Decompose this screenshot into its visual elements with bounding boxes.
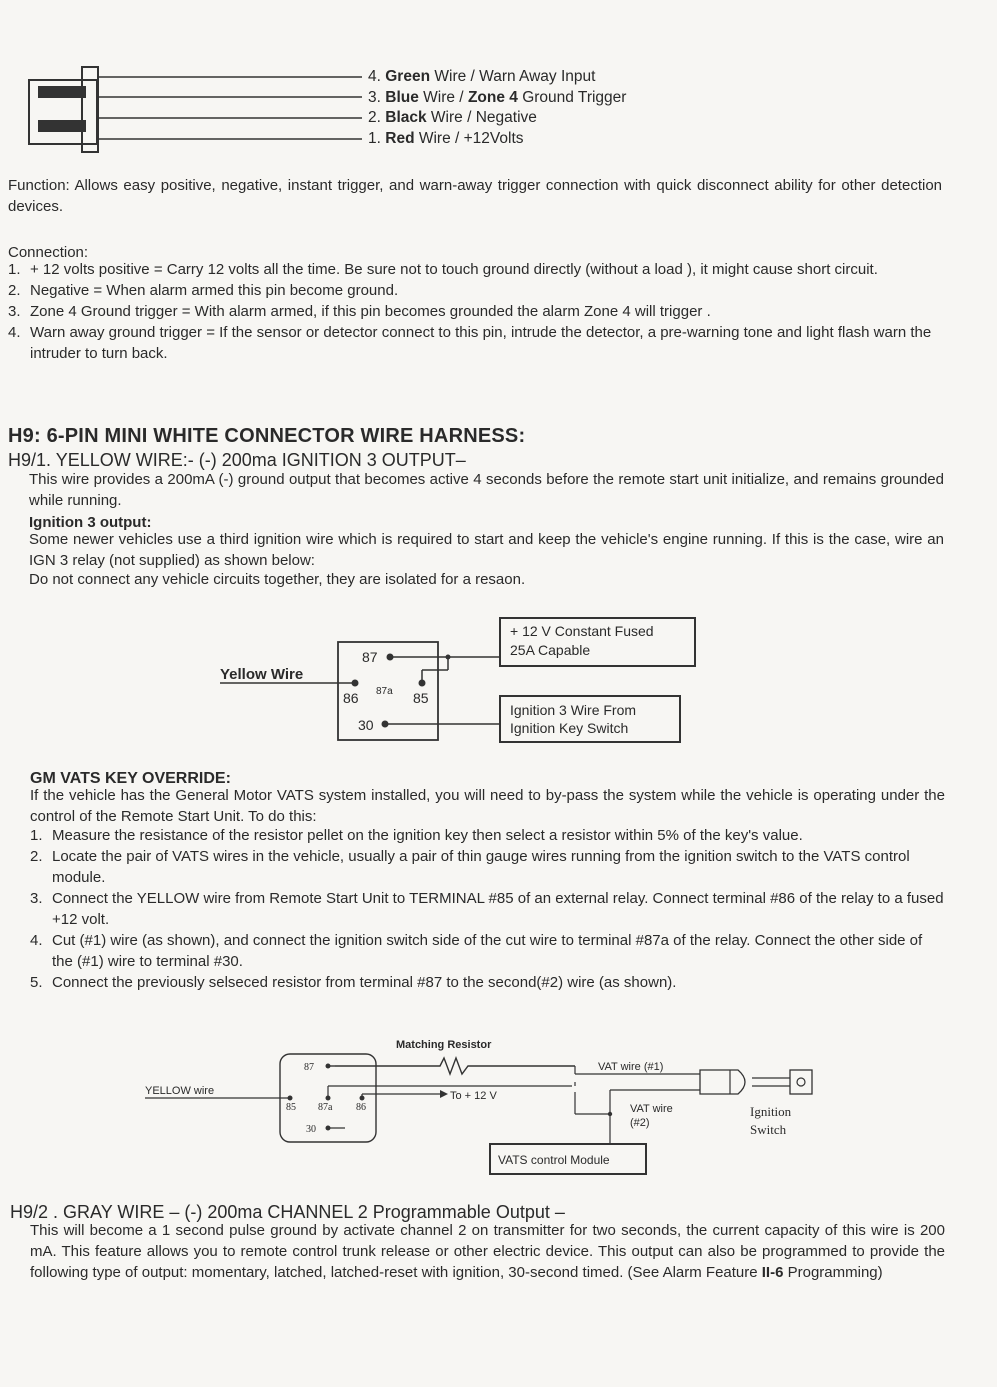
vats-intro: If the vehicle has the General Motor VATS system installed, you will need to by-pass the system while the vehicle is operating under the control of the Remote Start Unit. To do this: xyxy=(30,787,945,825)
terminal-87a: 87a xyxy=(376,686,393,697)
list-item: 3. Zone 4 Ground trigger = With alarm armed, if this pin becomes grounded the alarm Zone 4 will trigger . xyxy=(8,303,711,320)
vat-wire-2-label: VAT wire xyxy=(630,1103,673,1115)
list-item: 1. Measure the resistance of the resistor pellet on the ignition key then select a resistor within 5% of the key's value. xyxy=(30,827,803,844)
gray-wire-desc: This will become a 1 second pulse ground by activate channel 2 on transmitter for two seconds, the current capacity of this wire is 200 mA. This feature allows you to remote control trunk release or other electric device. This output can also be programmed to provide the following type of output: momentary, latched, latched-reset with ignition, 30-second timed. (See Alarm Feature II-6 Programming) xyxy=(30,1222,945,1281)
list-item: 2. Locate the pair of VATS wires in the vehicle, usually a pair of thin gauge wires running from the ignition switch to the VATS control module. xyxy=(30,848,910,886)
terminal-86: 86 xyxy=(343,690,359,706)
gray-wire-heading: H9/2 . GRAY WIRE – (-) 200ma CHANNEL 2 Programmable Output – xyxy=(10,1202,565,1222)
vats-heading: GM VATS KEY OVERRIDE: xyxy=(30,770,231,787)
list-item: 4. Warn away ground trigger = If the sensor or detector connect to this pin, intrude the detector, a pre-warning tone and light flash warn the intruder to turn back. xyxy=(8,324,932,362)
terminal-85: 85 xyxy=(413,690,429,706)
terminal-85: 85 xyxy=(286,1102,296,1113)
vats-relay-diagram xyxy=(140,1032,840,1182)
ignition-label: Ignition xyxy=(750,1104,792,1119)
vat-wire-1-label: VAT wire (#1) xyxy=(598,1061,664,1073)
list-item: 4. Cut (#1) wire (as shown), and connect the ignition switch side of the cut wire to terminal #87a of the relay. Connect the other side of the (#1) wire to terminal #30. xyxy=(30,932,923,970)
vats-module-label: VATS control Module xyxy=(498,1153,610,1167)
switch-label: Switch xyxy=(750,1122,787,1137)
yellow-wire-label: YELLOW wire xyxy=(145,1085,215,1097)
function-text: Function: Allows easy positive, negative, instant trigger, and warn-away trigger connection with quick disconnect ability for other detection devices. xyxy=(8,177,942,215)
ignition3-note: Do not connect any vehicle circuits together, they are isolated for a resaon. xyxy=(29,571,526,588)
ign3-relay-diagram xyxy=(210,612,710,752)
connection-list xyxy=(8,259,942,364)
capable-label: 25A Capable xyxy=(510,642,591,658)
wire-item: 2. Black Wire / Negative xyxy=(368,109,537,126)
terminal-87: 87 xyxy=(304,1062,314,1073)
terminal-87a: 87a xyxy=(318,1102,333,1113)
ign3-wire-label: Ignition 3 Wire From xyxy=(510,702,637,718)
yellow-wire-heading: H9/1. YELLOW WIRE:- (-) 200ma IGNITION 3 OUTPUT– xyxy=(8,450,466,470)
constant-fused-label: + 12 V Constant Fused xyxy=(510,623,654,639)
matching-resistor-label: Matching Resistor xyxy=(396,1039,492,1051)
list-item: 1. + 12 volts positive = Carry 12 volts all the time. Be sure not to touch ground directly (without a load ), it might cause short circuit. xyxy=(8,261,878,278)
yellow-wire-desc: This wire provides a 200mA (-) ground output that becomes active 4 seconds before the remote start unit initialize, and remains grounded while running. xyxy=(29,471,944,509)
terminal-86: 86 xyxy=(356,1102,366,1113)
list-item: 2. Negative = When alarm armed this pin become ground. xyxy=(8,282,399,299)
vats-list xyxy=(30,825,945,993)
ignition3-heading: Ignition 3 output: xyxy=(29,514,152,531)
to-12v-label: To + 12 V xyxy=(450,1090,497,1102)
connector-diagram xyxy=(26,64,366,154)
terminal-30: 30 xyxy=(306,1124,316,1135)
connector-wire-list xyxy=(368,67,626,149)
wire-item: 3. Blue Wire / Zone 4 Ground Trigger xyxy=(368,88,627,106)
list-item: 5. Connect the previously selseced resistor from terminal #87 to the second(#2) wire (as shown). xyxy=(30,974,677,991)
terminal-87: 87 xyxy=(362,649,378,665)
yellow-wire-label: Yellow Wire xyxy=(220,666,304,683)
list-item: 3. Connect the YELLOW wire from Remote Start Unit to TERMINAL #85 of an external relay. Connect terminal #86 of the relay to a fused +12 volt. xyxy=(30,890,944,928)
vat-wire-2-num: (#2) xyxy=(630,1117,650,1129)
connection-heading: Connection: xyxy=(8,244,89,261)
ignition3-desc: Some newer vehicles use a third ignition wire which is required to start and keep the vehicle's engine running. If this is the case, wire an IGN 3 relay (not supplied) as shown below: xyxy=(29,531,944,569)
ign-key-switch-label: Ignition Key Switch xyxy=(510,720,629,736)
terminal-30: 30 xyxy=(358,717,374,733)
wire-item: 4. Green Wire / Warn Away Input xyxy=(368,68,596,85)
section-title: H9: 6-PIN MINI WHITE CONNECTOR WIRE HARNESS: xyxy=(8,425,526,447)
wire-item: 1. Red Wire / +12Volts xyxy=(368,129,524,147)
